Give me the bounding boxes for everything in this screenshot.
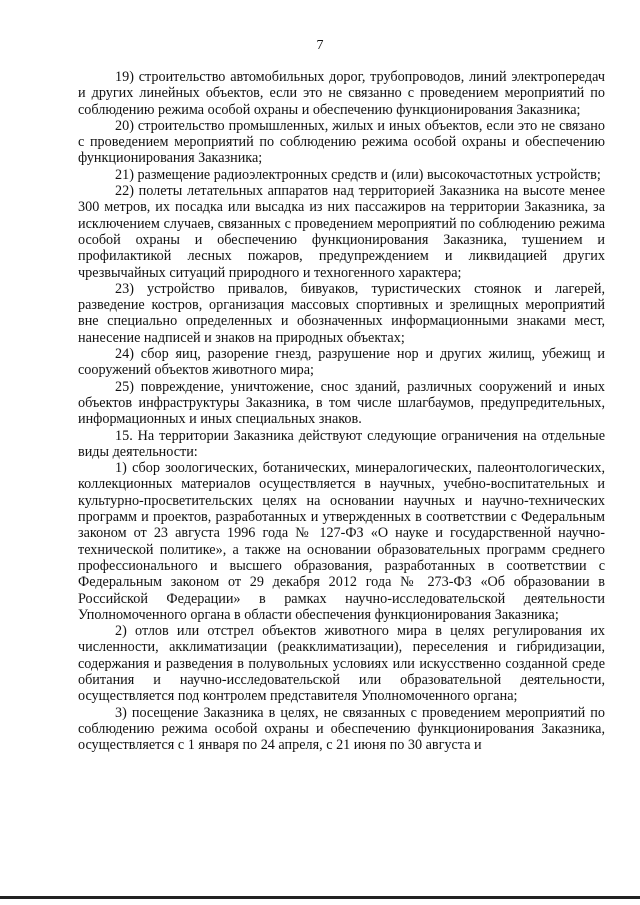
paragraph-item-23: 23) устройство привалов, бивуаков, туристических стоянок и лагерей, разведение костров, организация массовых спортивных и зрелищных мероприятий вне специально определенных и обозначенных информационными знаками мест, нанесение надписей и знаков на природных объектах; bbox=[78, 280, 605, 346]
paragraph-item-19: 19) строительство автомобильных дорог, трубопроводов, линий электропередач и других линейных объектов, если это не связанно с проведением мероприятий по соблюдению режима особой охраны и обеспечению функционирования Заказника; bbox=[78, 69, 605, 118]
paragraph-restriction-2: 2) отлов или отстрел объектов животного мира в целях регулирования их численности, акклиматизации (реакклиматизации), переселения и гибридизации, содержания и разведения в полувольных условиях или искусственно созданной среде обитания и научно-исследовательской или образовательной деятельности, осуществляется под контролем представителя Уполномоченного органа; bbox=[78, 623, 605, 705]
paragraph-item-25: 25) повреждение, уничтожение, снос зданий, различных сооружений и иных объектов инфраструктуры Заказника, в том числе шлагбаумов, предупредительных, информационных и иных специальных знаков. bbox=[78, 378, 605, 428]
paragraph-section-15: 15. На территории Заказника действуют следующие ограничения на отдельные виды деятельности: bbox=[78, 427, 605, 460]
paragraph-item-24: 24) сбор яиц, разорение гнезд, разрушение нор и других жилищ, убежищ и сооружений объектов животного мира; bbox=[78, 346, 605, 379]
paragraph-item-22: 22) полеты летательных аппаратов над территорией Заказника на высоте менее 300 метров, их посадка или высадка из них пассажиров на территории Заказника, за исключением случаев, связанных с проведением мероприятий по соблюдению режима особой охраны и обеспечению функционирования Заказника, тушением и профилактикой лесных пожаров, предупреждением и ликвидацией других чрезвычайных ситуаций природного и техногенного характера; bbox=[78, 183, 605, 281]
page-number: 7 bbox=[316, 38, 324, 53]
paragraph-item-21: 21) размещение радиоэлектронных средств и (или) высокочастотных устройств; bbox=[115, 166, 601, 183]
bottom-edge-divider bbox=[0, 896, 640, 899]
document-body bbox=[78, 69, 605, 753]
paragraph-item-20: 20) строительство промышленных, жилых и иных объектов, если это не связано с проведением мероприятий по соблюдению режима особой охраны и обеспечению функционирования Заказника; bbox=[78, 117, 605, 167]
paragraph-restriction-1: 1) сбор зоологических, ботанических, минералогических, палеонтологических, коллекционных материалов осуществляется в научных, учебно-воспитательных и культурно-просветительских целях на основании научных и научно-технических программ и проектов, разработанных и утвержденных в соответствии с Федеральным законом от 23 августа 1996 года № 127-ФЗ «О науке и государственной научно-технической политике», а также на основании образовательных программ среднего профессионального и высшего образования, разработанных в соответствии с Федеральным законом от 29 декабря 2012 года № 273-ФЗ «Об образовании в Российской Федерации» в рамках научно-исследовательской деятельности Уполномоченного органа в области обеспечения функционирования Заказника; bbox=[78, 460, 605, 623]
paragraph-restriction-3: 3) посещение Заказника в целях, не связанных с проведением мероприятий по соблюдению режима особой охраны и обеспечению функционирования Заказника, осуществляется с 1 января по 24 апреля, с 21 июня по 30 августа и bbox=[78, 704, 605, 754]
